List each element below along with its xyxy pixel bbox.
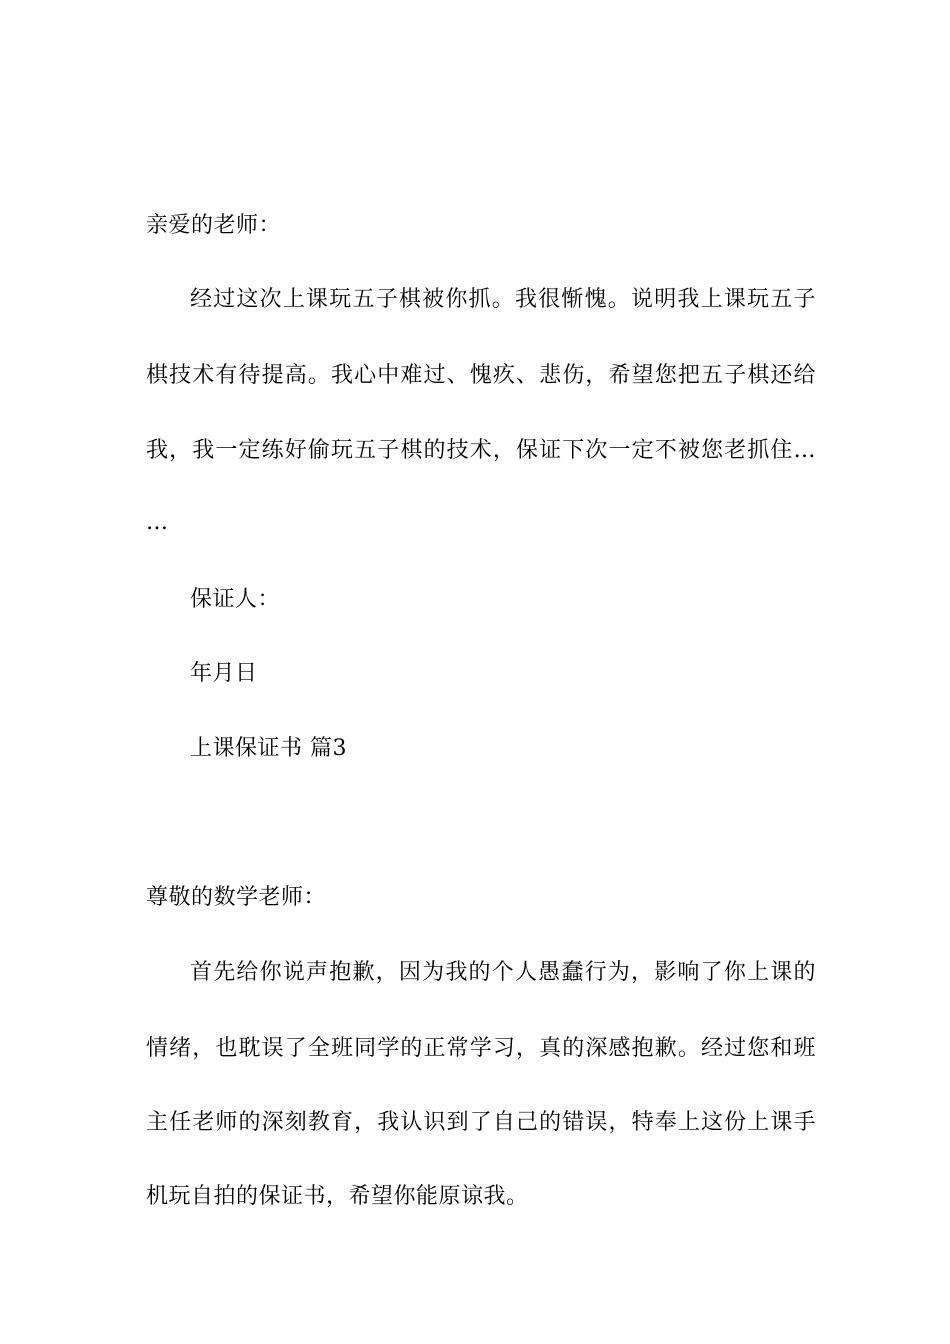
paragraph-2-line-3: 主任老师的深刻教育，我认识到了自己的错误，特奉上这份上课手 [146, 1110, 816, 1135]
paragraph-1-line-1: 经过这次上课玩五子棋被你抓。我很惭愧。说明我上课玩五子 [190, 287, 816, 312]
paragraph-1-line-3: 我，我一定练好偷玩五子棋的技术，保证下次一定不被您老抓住… [146, 438, 816, 463]
paragraph-1-line-4: … [146, 510, 169, 535]
paragraph-2-line-1: 首先给你说声抱歉，因为我的个人愚蠢行为，影响了你上课的 [190, 960, 816, 985]
greeting-first-letter: 亲爱的老师： [146, 213, 282, 238]
date-label: 年月日 [190, 661, 258, 686]
paragraph-1-line-2: 棋技术有待提高。我心中难过、愧疚、悲伤，希望您把五子棋还给 [146, 363, 816, 388]
section-title: 上课保证书 篇3 [190, 736, 347, 761]
signature-label: 保证人： [190, 587, 281, 612]
greeting-second-letter: 尊敬的数学老师： [146, 885, 327, 910]
paragraph-2-line-4: 机玩自拍的保证书，希望你能原谅我。 [146, 1184, 529, 1209]
paragraph-2-line-2: 情绪，也耽误了全班同学的正常学习，真的深感抱歉。经过您和班 [146, 1036, 816, 1061]
